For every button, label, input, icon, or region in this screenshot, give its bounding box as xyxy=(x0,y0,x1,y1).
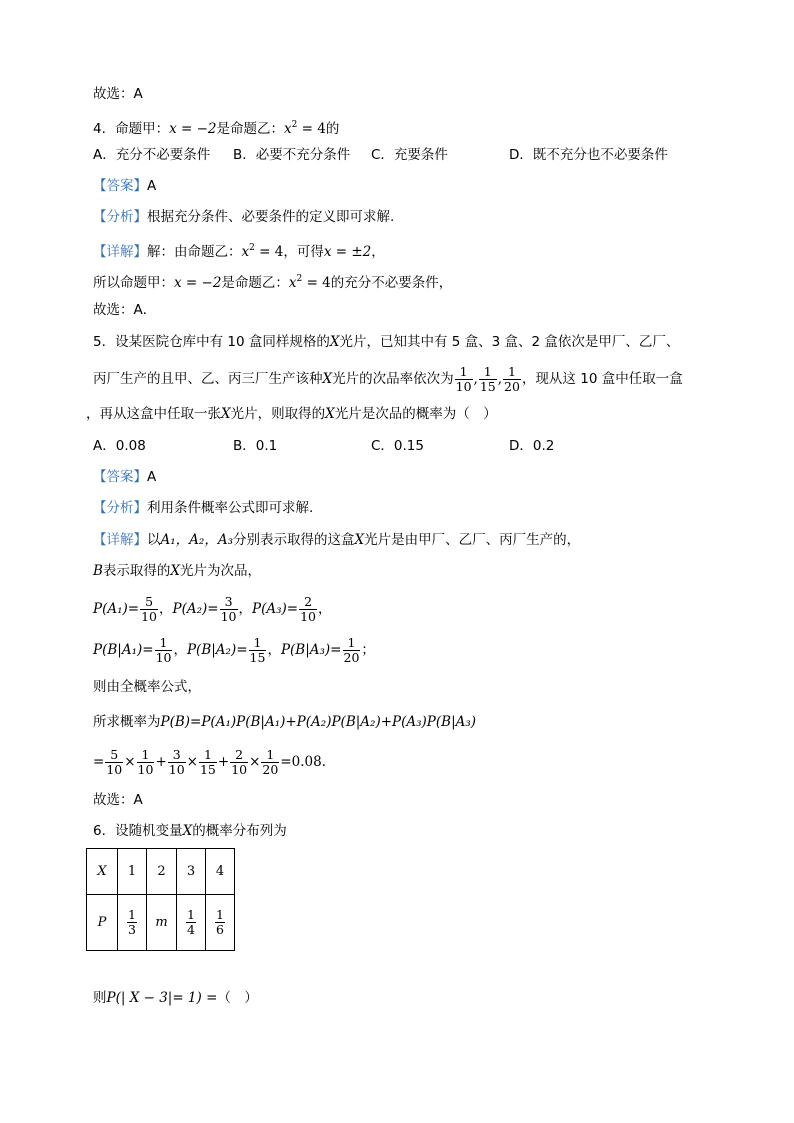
q5-calculation: = $\frac{5}{10}$ × $\frac{1}{10}$ + $\frac{3}{10}$ × $\frac{1}{15}$ + $\frac{2}{10}$ × $\frac{1}{20}$ =0.08. xyxy=(93,746,326,777)
q3-conclusion: 故选：A xyxy=(93,86,143,102)
table-cell: $\frac{1}{3}$ xyxy=(118,895,147,951)
q5-option-c: C．0.15 xyxy=(371,438,424,454)
distribution-table xyxy=(86,848,235,951)
q4-so: 所以命题甲：x = −2是命题乙：$x^2 = 4$的充分不必要条件， xyxy=(93,274,453,291)
table-cell: 2 xyxy=(147,849,177,895)
table-cell: 3 xyxy=(177,849,206,895)
q4-conclusion: 故选：A． xyxy=(93,302,157,318)
q5-b-definition: B表示取得的X光片为次品， xyxy=(93,563,262,579)
q5-conclusion: 故选：A xyxy=(93,792,143,808)
rate-fraction: $\frac{1}{20}$ xyxy=(504,363,520,394)
table-cell: m xyxy=(147,895,177,951)
q5-stem-line2: 丙厂生产的且甲、乙、丙三厂生产该种X光片的次品率依次为 $\frac{1}{10}$ , $\frac{1}{15}$ , $\frac{1}{20}$ ，现从这 10 盒中任取一盒 xyxy=(93,363,683,394)
table-row xyxy=(87,895,235,951)
table-cell: 4 xyxy=(206,849,235,895)
table-cell: 1 xyxy=(118,849,147,895)
rate-fraction: $\frac{1}{15}$ xyxy=(479,363,496,394)
q5-stem-line1: 5．设某医院仓库中有 10 盒同样规格的X光片，已知其中有 5 盒、3 盒、2 盒依次是甲厂、乙厂、 xyxy=(93,334,680,350)
q4-detail: 【详解】解：由命题乙：$x^2 = 4$，可得x = ±2， xyxy=(93,243,385,260)
q5-option-b: B．0.1 xyxy=(233,438,278,454)
q5-prob-formula: 所求概率为P(B)=P(A₁)P(B|A₁)+P(A₂)P(B|A₂)+P(A₃)P(B|A₃) xyxy=(93,714,477,730)
q5-conditional-probs: P(B|A₁)= $\frac{1}{10}$ ，P(B|A₂)= $\frac{1}{15}$ ，P(B|A₃)= $\frac{1}{20}$ ； xyxy=(93,634,375,665)
q5-option-d: D．0.2 xyxy=(509,438,555,454)
q4-option-a: A．充分不必要条件 xyxy=(93,147,211,163)
q5-answer: 【答案】A xyxy=(93,469,157,485)
table-cell: P xyxy=(87,895,118,951)
q5-prior-probs: P(A₁)= $\frac{5}{10}$ ，P(A₂)= $\frac{3}{10}$ ，P(A₃)= $\frac{2}{10}$ ， xyxy=(93,593,332,624)
q4-answer: 【答案】A xyxy=(93,178,157,194)
q4-option-b: B．必要不充分条件 xyxy=(233,147,351,163)
q4-stem: 4．命题甲：x = −2是命题乙：$x^2 = 4$的 xyxy=(93,120,340,137)
q6-stem: 6．设随机变量X的概率分布列为 xyxy=(93,823,287,839)
q4-analysis: 【分析】根据充分条件、必要条件的定义即可求解. xyxy=(93,209,395,225)
table-row xyxy=(87,849,235,895)
q5-total-law: 则由全概率公式， xyxy=(93,679,201,695)
rate-fraction: $\frac{1}{10}$ xyxy=(455,363,472,394)
q6-question: 则P(| X − 3|= 1) =（ ） xyxy=(93,990,258,1006)
q5-stem-line3: ，再从这盒中任取一张X光片，则取得的X光片是次品的概率为（ ） xyxy=(86,406,497,422)
q5-option-a: A．0.08 xyxy=(93,438,146,454)
q5-detail: 【详解】以A₁，A₂，A₃分别表示取得的这盒X光片是由甲厂、乙厂、丙厂生产的， xyxy=(93,532,581,548)
q4-option-d: D．既不充分也不必要条件 xyxy=(509,147,668,163)
table-cell: X xyxy=(87,849,118,895)
q4-option-c: C．充要条件 xyxy=(371,147,448,163)
table-cell: $\frac{1}{6}$ xyxy=(206,895,235,951)
q5-analysis: 【分析】利用条件概率公式即可求解. xyxy=(93,500,314,516)
table-cell: $\frac{1}{4}$ xyxy=(177,895,206,951)
